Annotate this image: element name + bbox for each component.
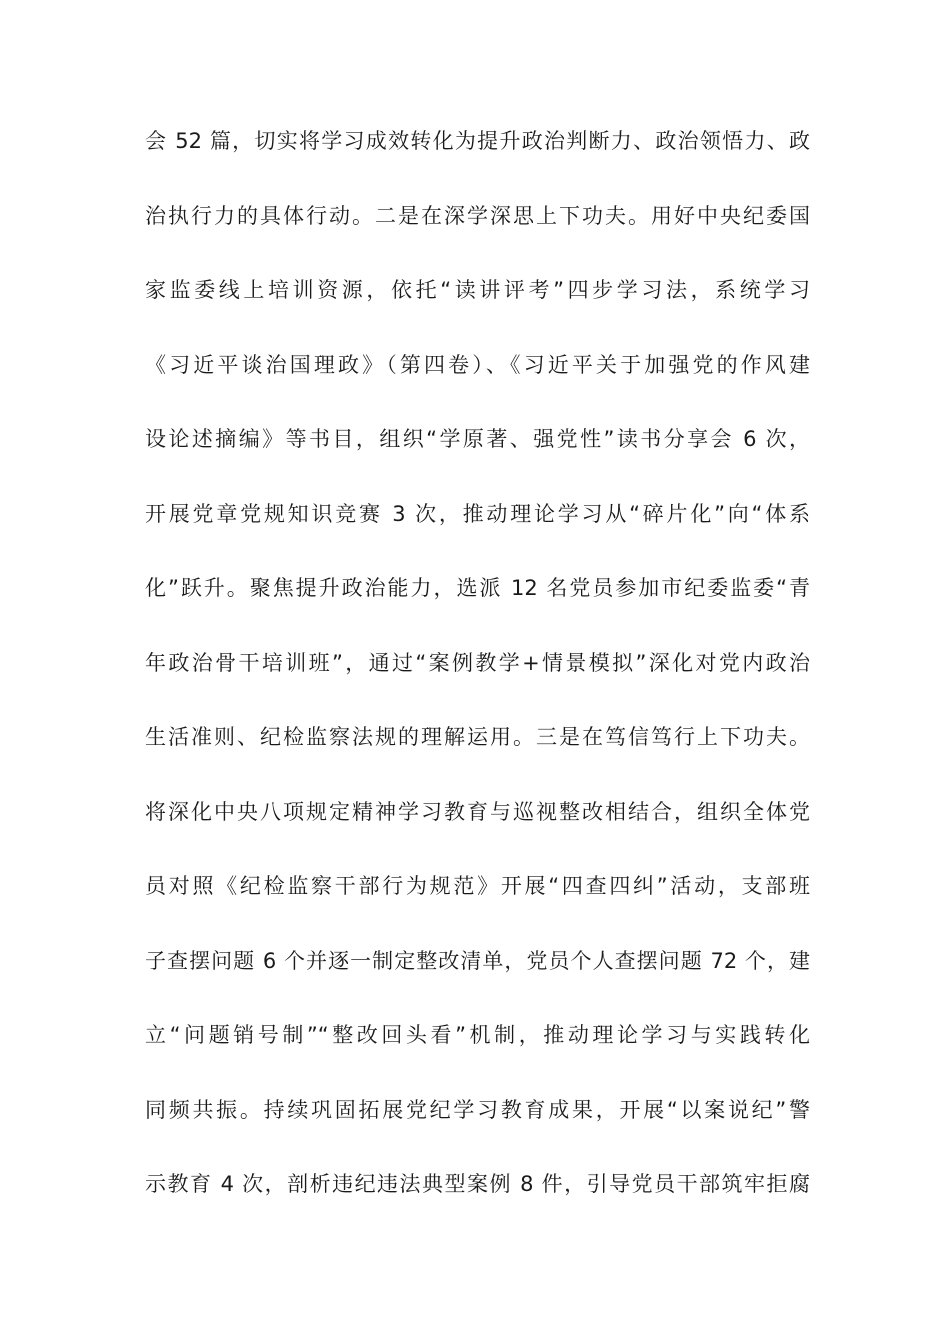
text-line-10: 将深化中央八项规定精神学习教育与巡视整改相结合，组织全体党	[145, 799, 810, 824]
text-line-4: 《习近平谈治国理政》（第四卷）、《习近平关于加强党的作风建	[145, 352, 810, 377]
text-line-2: 治执行力的具体行动。二是在深学深思上下功夫。用好中央纪委国	[145, 203, 810, 228]
text-line-5: 设论述摘编》等书目，组织“学原著、强党性”读书分享会 6 次，	[145, 427, 810, 451]
text-line-12: 子查摆问题 6 个并逐一制定整改清单，党员个人查摆问题 72 个，建	[145, 948, 810, 973]
text-line-7: 化”跃升。聚焦提升政治能力，选派 12 名党员参加市纪委监委“青	[145, 576, 810, 600]
text-line-13: 立“问题销号制”“整改回头看”机制，推动理论学习与实践转化	[145, 1023, 810, 1047]
text-line-9: 生活准则、纪检监察法规的理解运用。三是在笃信笃行上下功夫。	[145, 725, 810, 749]
text-line-11: 员对照《纪检监察干部行为规范》开展“四查四纠”活动，支部班	[145, 874, 810, 898]
text-line-6: 开展党章党规知识竞赛 3 次，推动理论学习从“碎片化”向“体系	[145, 501, 810, 526]
text-line-15: 示教育 4 次，剖析违纪违法典型案例 8 件，引导党员干部筑牢拒腐	[145, 1172, 810, 1196]
text-line-14: 同频共振。持续巩固拓展党纪学习教育成果，开展“以案说纪”警	[145, 1097, 810, 1122]
text-line-3: 家监委线上培训资源，依托“读讲评考”四步学习法，系统学习	[145, 278, 810, 302]
body-paragraph	[145, 118, 810, 1236]
text-line-8: 年政治骨干培训班”，通过“案例教学+情景模拟”深化对党内政治	[145, 650, 810, 675]
text-line-1: 会 52 篇，切实将学习成效转化为提升政治判断力、政治领悟力、政	[145, 129, 810, 153]
